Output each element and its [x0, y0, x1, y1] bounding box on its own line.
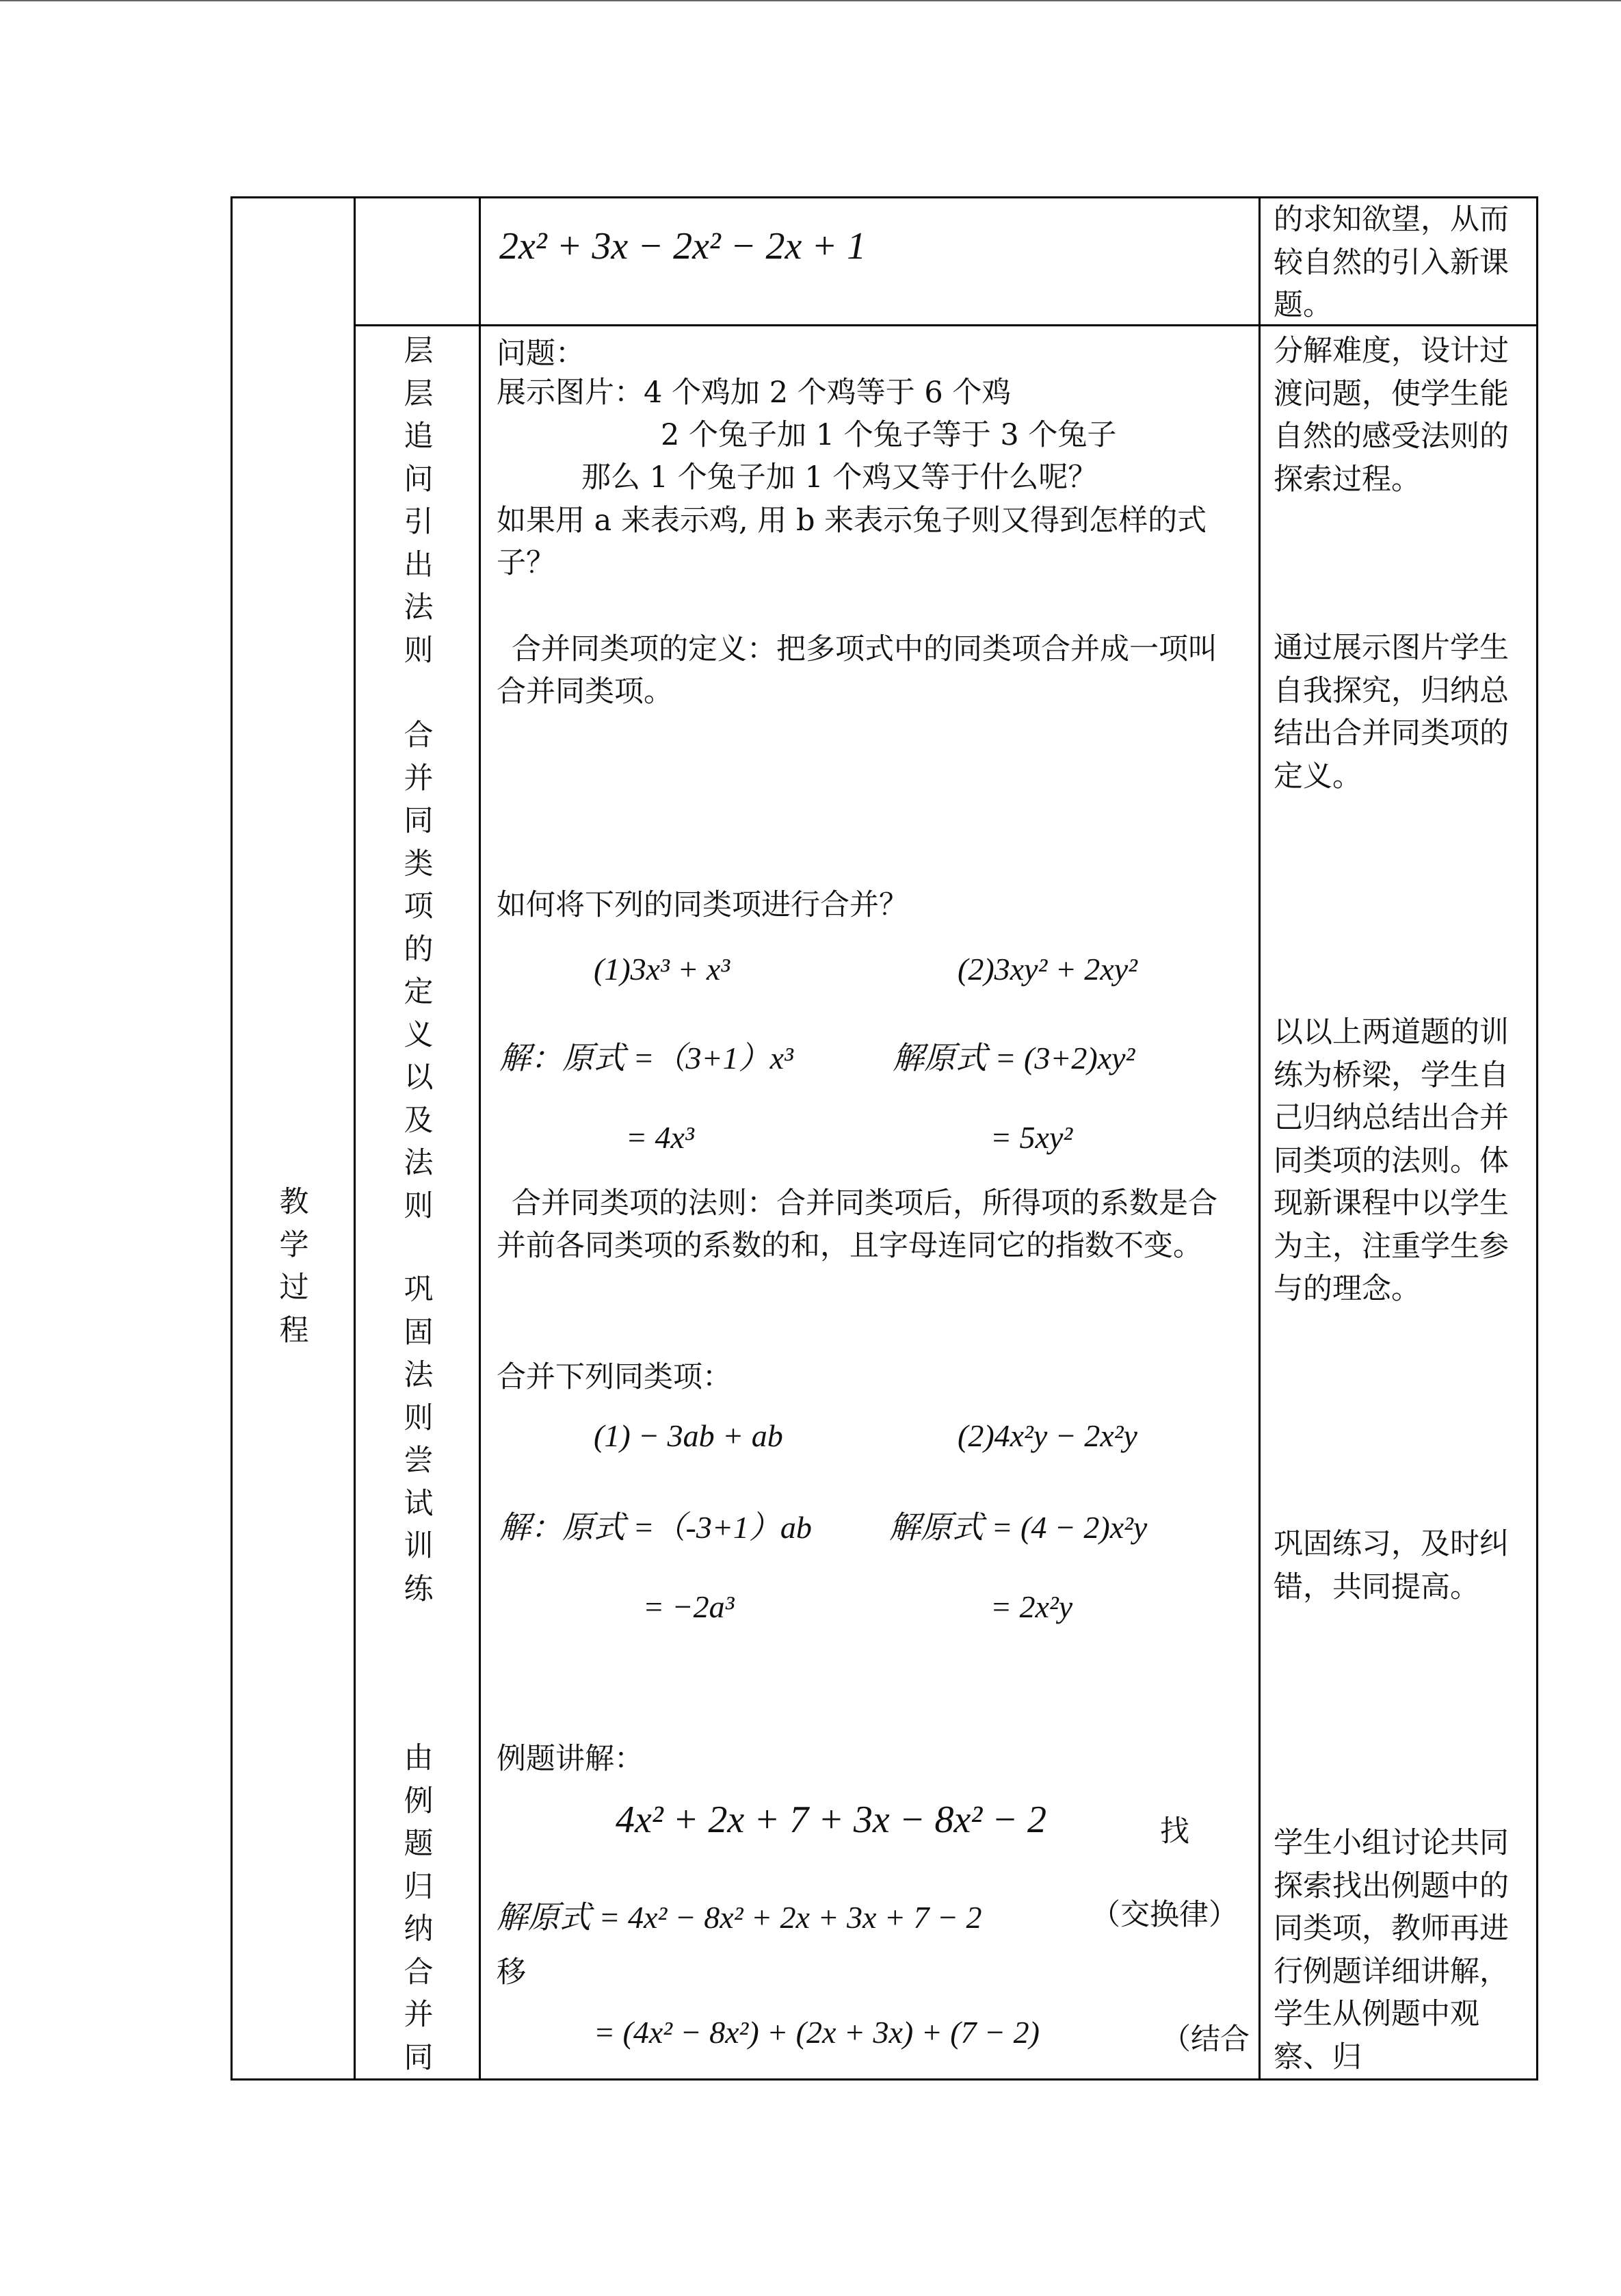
commutative-law: （交换律）	[1091, 1898, 1238, 1932]
section-label-hebing-definition: 合 并 同 类 项 的 定 义 以 及 法 则	[404, 718, 434, 1223]
question-line-4: 如果用 a 来表示鸡, 用 b 来表示兔子则又得到怎样的式子？	[497, 504, 1207, 580]
solution-4a: 解原式 = (4 − 2)x²y	[889, 1510, 1148, 1545]
example-title: 例题讲解：	[497, 1742, 644, 1776]
solution-1b: = 4x³	[626, 1120, 694, 1155]
page-top-border	[0, 0, 1621, 1]
rule-text: 合并同类项的法则：合并同类项后，所得项的系数是合并前各同类项的系数的和，且字母连同它的指数不变。	[497, 1186, 1217, 1263]
right-note-2: 分解难度，设计过渡问题，使学生能自然的感受法则的探索过程。	[1274, 334, 1509, 497]
right-note-4: 以以上两道题的训练为桥梁，学生自己归纳总结出合并同类项的法则。体现新课程中以学生为主，注重学生参与的理念。	[1274, 1015, 1509, 1306]
picture-line-2: 2 个兔子加 1 个兔子等于 3 个兔子	[661, 418, 1117, 452]
picture-line-3: 那么 1 个兔子加 1 个鸡又等于什么呢？	[581, 460, 1098, 495]
solution-5a: 解原式 = 4x² − 8x² + 2x + 3x + 7 − 2	[497, 1900, 982, 1935]
move-text: 移	[497, 1955, 526, 1990]
problem-label: 问题：	[497, 337, 585, 371]
example-3: (1) − 3ab + ab	[594, 1418, 783, 1453]
right-note-6: 学生小组讨论共同探索找出例题中的同类项，教师再进行例题详细讲解，学生从例题中观察、归	[1274, 1826, 1509, 2074]
picture-line-1: 展示图片：4 个鸡加 2 个鸡等于 6 个鸡	[497, 376, 1012, 410]
left-label-jiaoxueguocheng: 教 学 过 程	[279, 1185, 309, 1348]
solution-3b: = −2a³	[643, 1589, 735, 1624]
example-2: (2)3xy² + 2xy²	[958, 952, 1137, 987]
solution-2b: = 5xy²	[990, 1120, 1073, 1155]
section-label-cengceng: 层 层 追 问 引 出 法 则	[404, 334, 434, 668]
solution-5b: = (4x² − 8x²) + (2x + 3x) + (7 − 2)	[594, 2015, 1040, 2050]
how-to-merge: 如何将下列的同类项进行合并？	[497, 888, 908, 922]
solution-4b: = 2x²y	[990, 1589, 1073, 1624]
example-4: (2)4x²y − 2x²y	[958, 1418, 1137, 1453]
find-text: 找	[1160, 1814, 1189, 1849]
right-note-5: 巩固练习，及时纠错，共同提高。	[1274, 1527, 1509, 1604]
right-note-1: 的求知欲望，从而较自然的引入新课题。	[1274, 203, 1509, 322]
example-expression: 4x² + 2x + 7 + 3x − 8x² − 2	[616, 1799, 1046, 1841]
associative-law: （结合	[1161, 2022, 1250, 2057]
example-1: (1)3x³ + x³	[594, 952, 730, 987]
solution-2a: 解原式 = (3+2)xy²	[893, 1041, 1135, 1075]
row1-expression: 2x² + 3x − 2x² − 2x + 1	[499, 225, 867, 268]
solution-1a: 解：原式 =（3+1）x³	[499, 1041, 793, 1075]
section-label-liti: 由 例 题 归 纳 合 并 同	[404, 1741, 434, 2075]
definition-text: 合并同类项的定义：把多项式中的同类项合并成一项叫合并同类项。	[497, 632, 1217, 709]
solution-3a: 解：原式 =（-3+1）ab	[499, 1510, 812, 1545]
right-note-3: 通过展示图片学生自我探究，归纳总结出合并同类项的定义。	[1274, 631, 1509, 794]
section-label-gonggu: 巩 固 法 则 尝 试 训 练	[404, 1273, 434, 1606]
merge-title: 合并下列同类项：	[497, 1360, 732, 1394]
